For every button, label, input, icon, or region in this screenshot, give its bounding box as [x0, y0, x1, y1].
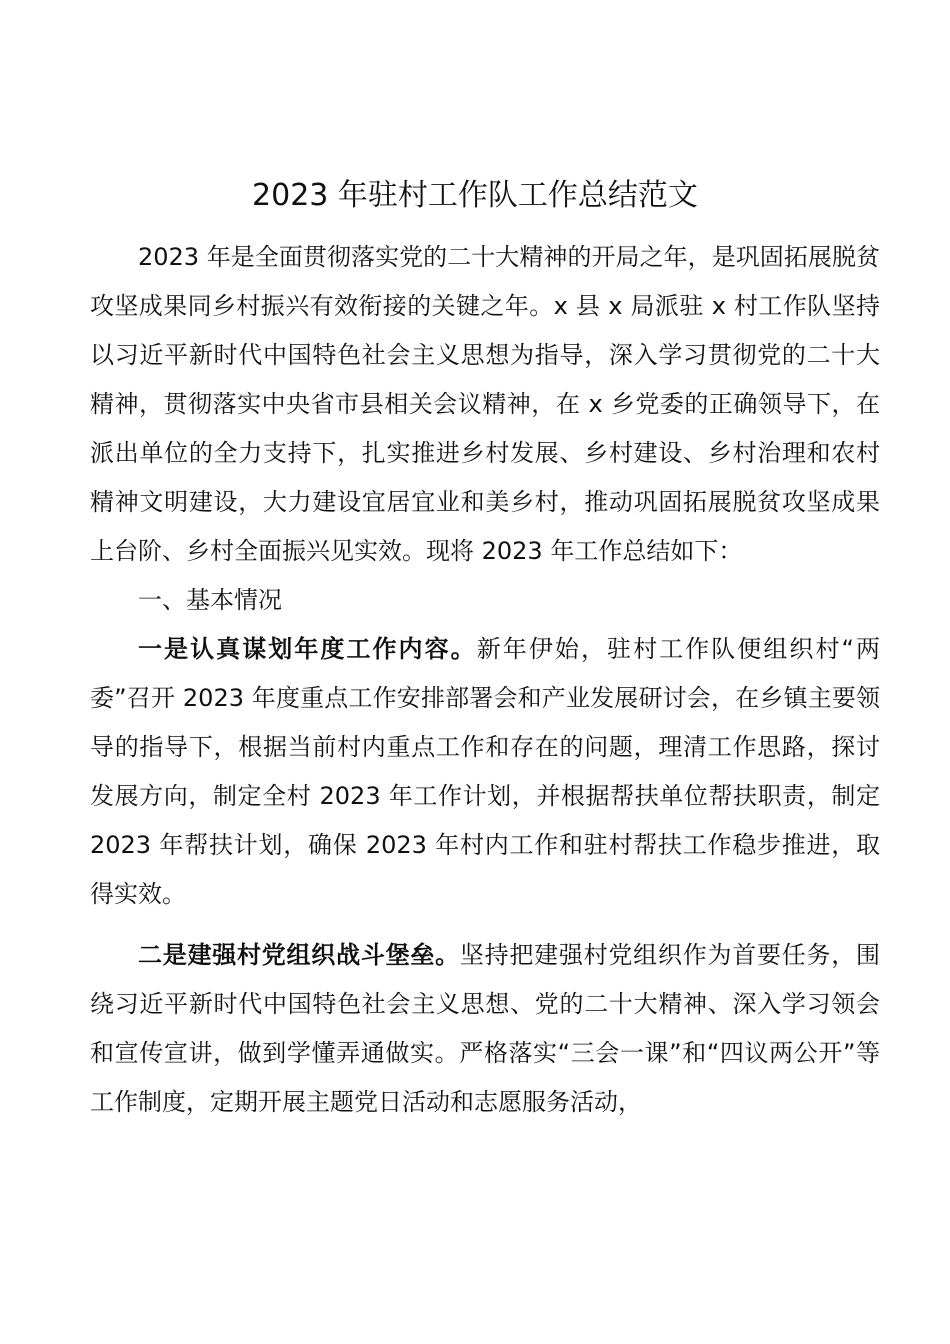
section-heading: 一、基本情况	[138, 586, 282, 614]
paragraph-lead: 一是认真谋划年度工作内容。	[138, 635, 477, 663]
paragraph-party-organization	[90, 931, 880, 1127]
paragraph-text: 坚持把建强村党组织作为首要任务，围绕习近平新时代中国特色社会主义思想、党的二十大精神、深入学习领会和宣传宣讲，做到学懂弄通做实。严格落实“三会一课”和“四议两公开”等工作制度，定期开展主题党日活动和志愿服务活动，	[90, 941, 881, 1116]
paragraph-annual-plan	[90, 625, 880, 919]
intro-paragraph: 2023 年是全面贯彻落实党的二十大精神的开局之年，是巩固拓展脱贫攻坚成果同乡村振兴有效衔接的关键之年。x 县 x 局派驻 x 村工作队坚持以习近平新时代中国特色社会主义思想为指导，深入学习贯彻党的二十大精神，贯彻落实中央省市县相关会议精神，在 x 乡党委的正确领导下，在派出单位的全力支持下，扎实推进乡村发展、乡村建设、乡村治理和农村精神文明建设，大力建设宜居宜业和美乡村，推动巩固拓展脱贫攻坚成果上台阶、乡村全面振兴见实效。现将 2023 年工作总结如下：	[90, 243, 880, 565]
paragraph-lead: 二是建强村党组织战斗堡垒。	[138, 941, 460, 969]
document-title: 2023 年驻村工作队工作总结范文	[252, 178, 698, 213]
document-body	[90, 233, 880, 1127]
paragraph-text: 新年伊始，驻村工作队便组织村“两委”召开 2023 年度重点工作安排部署会和产业发展研讨会，在乡镇主要领导的指导下，根据当前村内重点工作和存在的问题，理清工作思路，探讨发展方向，制定全村 2023 年工作计划，并根据帮扶单位帮扶职责，制定 2023 年帮扶计划，确保 2023 年村内工作和驻村帮扶工作稳步推进，取得实效。	[90, 635, 881, 908]
